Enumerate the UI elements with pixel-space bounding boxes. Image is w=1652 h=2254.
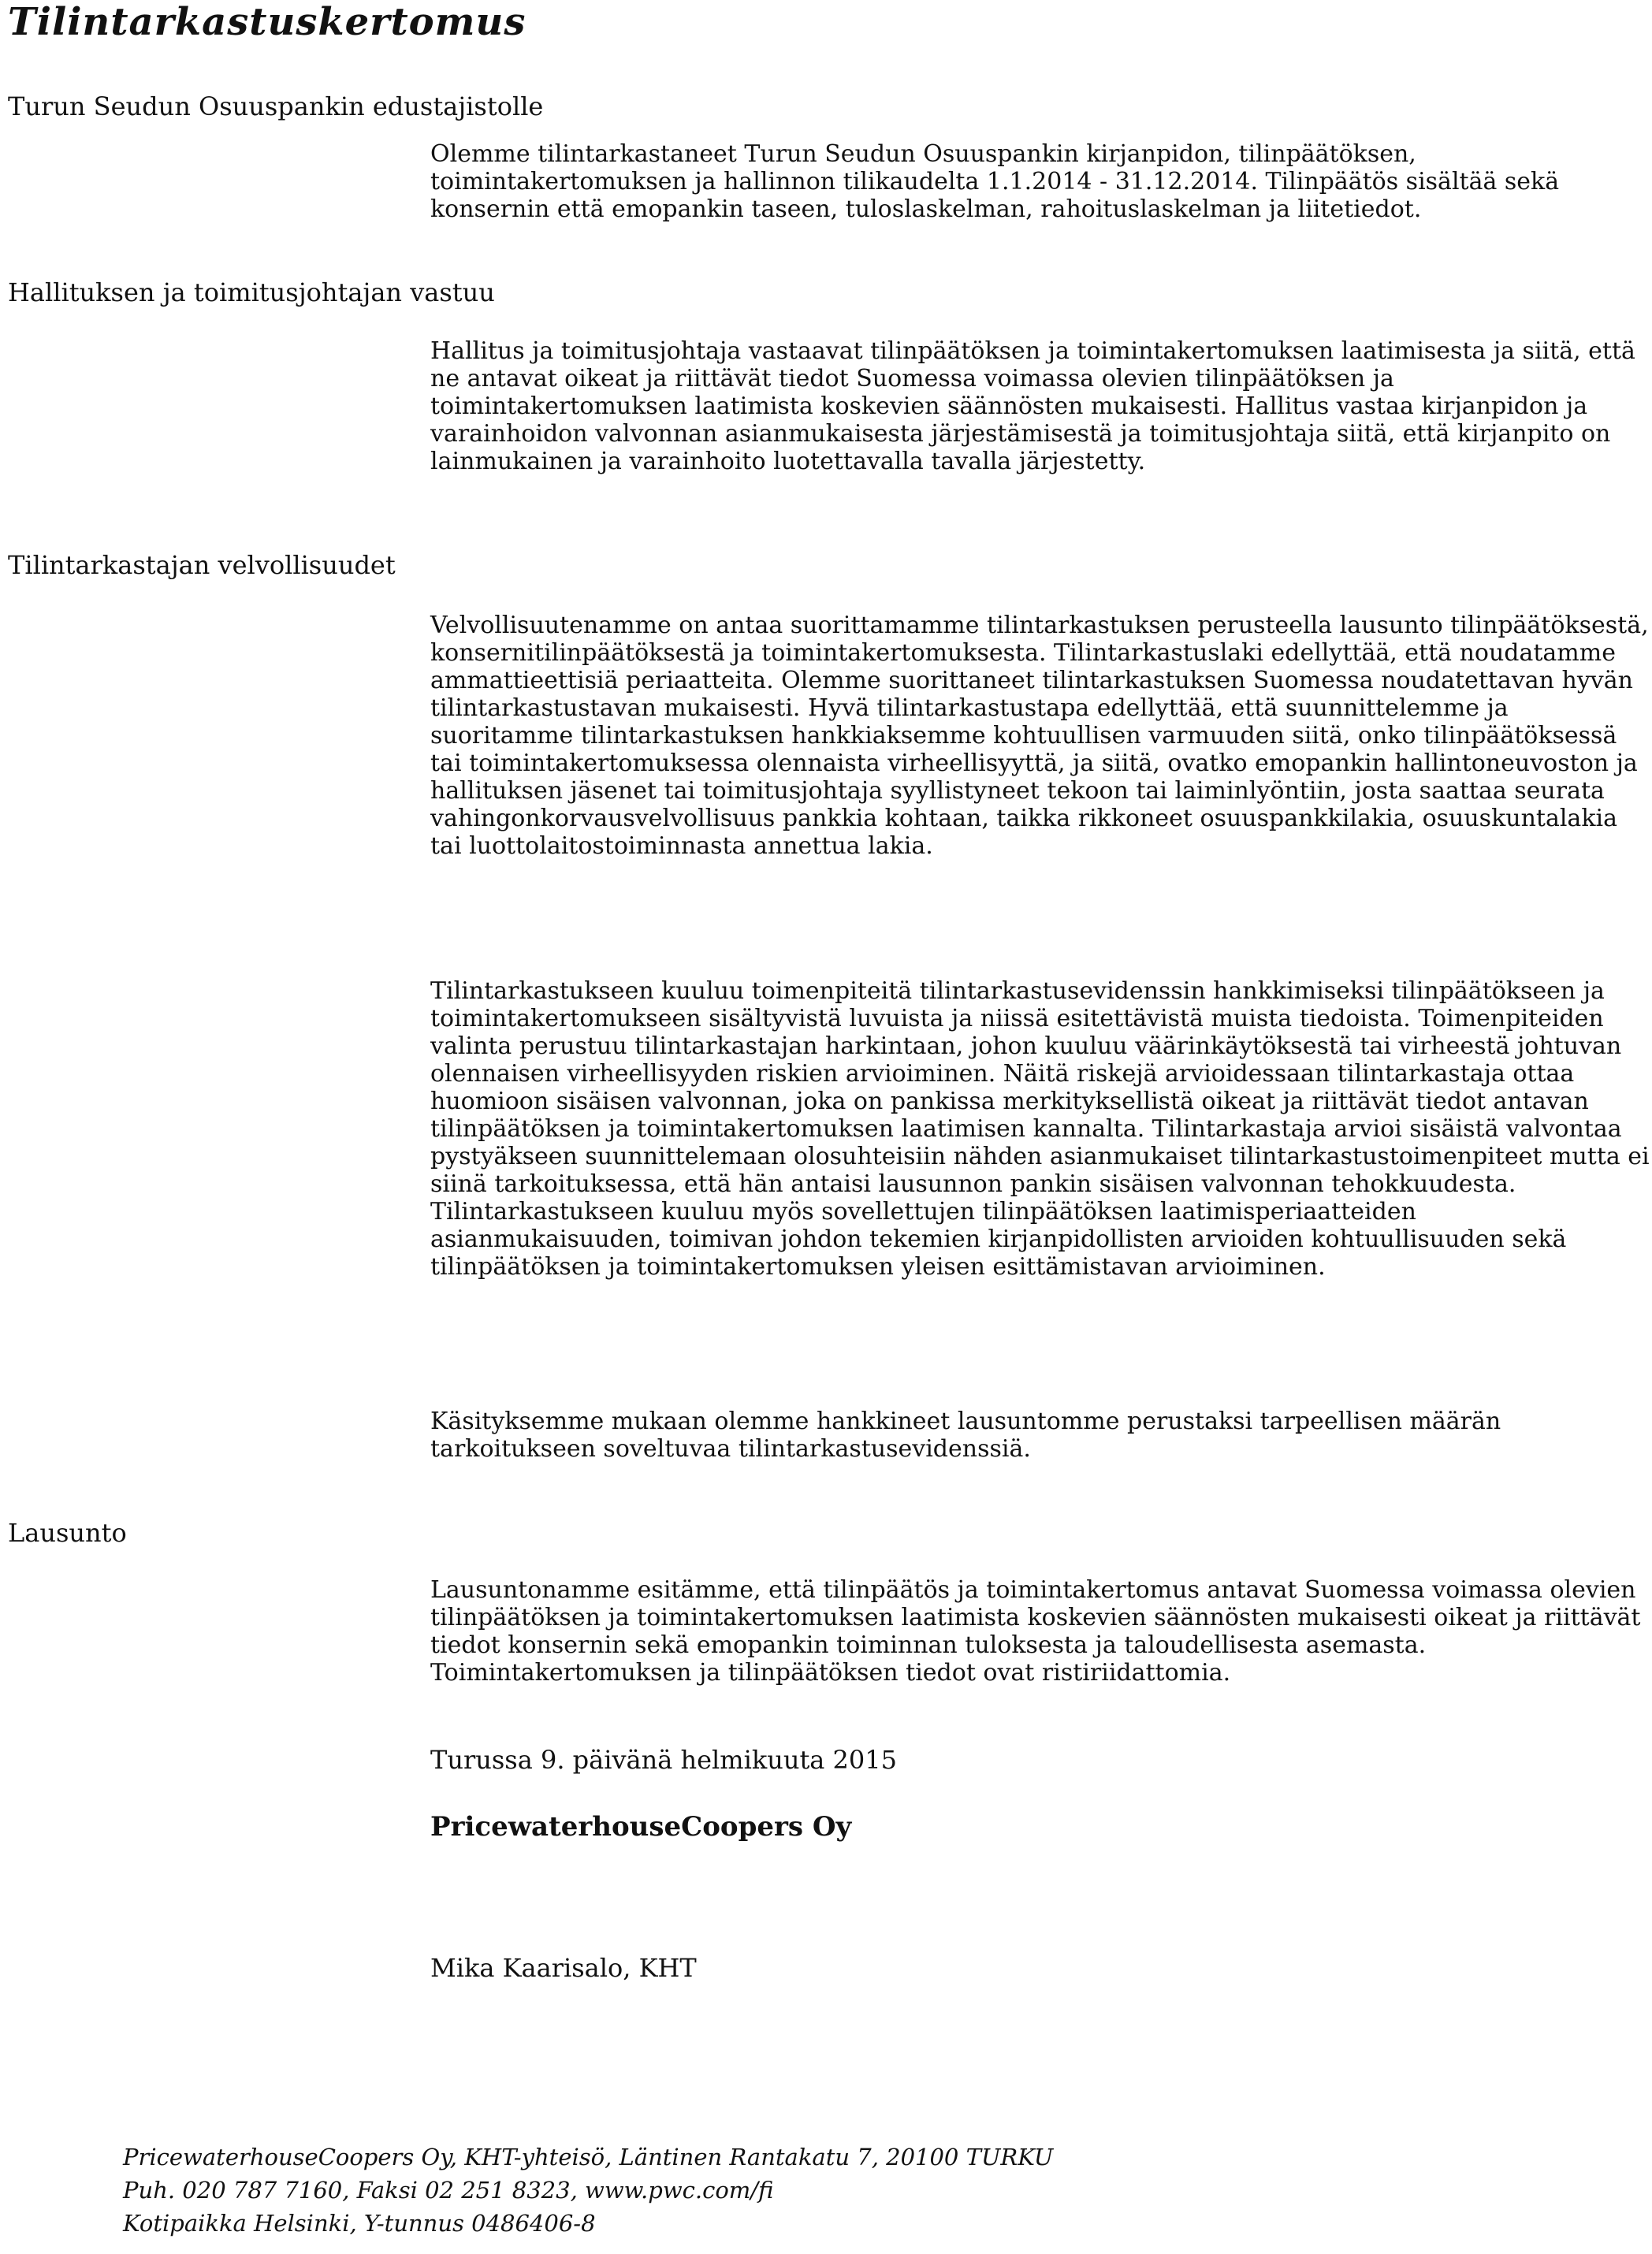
footer-phone: Puh. 020 787 7160, Faksi 02 251 8323, www.pwc.com/fi: [123, 2177, 774, 2204]
footer-address: PricewaterhouseCoopers Oy, KHT-yhteisö, Läntinen Rantakatu 7, 20100 TURKU: [123, 2144, 1054, 2170]
heading-opinion: Lausunto: [8, 1518, 127, 1548]
heading-duties: Tilintarkastajan velvollisuudet: [8, 550, 396, 580]
opinion-paragraph: Lausuntonamme esitämme, että tilinpäätös ja toimintakertomus antavat Suomessa voimassa olevien tilinpäätöksen ja toimintakertomuksen laatimista koskevien säännösten mukaisesti oikeat ja riittävät tiedot konsernin sekä emopankin toiminnan tuloksesta ja taloudellisesta asemasta. Toimintakertomuksen ja tilinpäätöksen tiedot ovat ristiriidattomia.: [430, 1576, 1641, 1687]
duties-paragraph-3: Käsityksemme mukaan olemme hankkineet lausuntomme perustaksi tarpeellisen määrän tarkoitukseen soveltuvaa tilintarkastusevidenssiä.: [430, 1408, 1501, 1463]
responsibility-paragraph: Hallitus ja toimitusjohtaja vastaavat tilinpäätöksen ja toimintakertomuksen laatimisesta ja siitä, että ne antavat oikeat ja riittävät tiedot Suomessa voimassa olevien tilinpäätöksen ja toimintakertomuksen laatimista koskevien säännösten mukaisesti. Hallitus vastaa kirjanpidon ja varainhoidon valvonnan asianmukaisesta järjestämisestä ja toimitusjohtaja siitä, että kirjanpito on lainmukainen ja varainhoito luotettavalla tavalla järjestetty.: [430, 337, 1635, 475]
signatory-name: Mika Kaarisalo, KHT: [430, 1953, 697, 1983]
addressee: Turun Seudun Osuuspankin edustajistolle: [8, 91, 544, 121]
intro-paragraph: Olemme tilintarkastaneet Turun Seudun Osuuspankin kirjanpidon, tilinpäätöksen, toimintakertomuksen ja hallinnon tilikaudelta 1.1.2014 - 31.12.2014. Tilinpäätös sisältää sekä konsernin että emopankin taseen, tuloslaskelman, rahoituslaskelman ja liitetiedot.: [430, 140, 1560, 223]
heading-responsibility: Hallituksen ja toimitusjohtajan vastuu: [8, 277, 495, 307]
duties-paragraph-2: Tilintarkastukseen kuuluu toimenpiteitä tilintarkastusevidenssin hankkimiseksi tilinpäätökseen ja toimintakertomukseen sisältyvistä luvuista ja niissä esitettävistä muista tiedoista. Toimenpiteiden valinta perustuu tilintarkastajan harkintaan, johon kuuluu väärinkäytöksestä tai virheestä johtuvan olennaisen virheellisyyden riskien arvioiminen. Näitä riskejä arvioidessaan tilintarkastaja ottaa huomioon sisäisen valvonnan, joka on pankissa merkityksellistä oikeat ja riittävät tiedot antavan tilinpäätöksen ja toimintakertomuksen laatimisen kannalta. Tilintarkastaja arvioi sisäistä valvontaa pystyäkseen suunnittelemaan olosuhteisiin nähden asianmukaiset tilintarkastustoimenpiteet mutta ei siinä tarkoituksessa, että hän antaisi lausunnon pankin sisäisen valvonnan tehokkuudesta. Tilintarkastukseen kuuluu myös sovellettujen tilinpäätöksen laatimisperiaatteiden asianmukaisuuden, toimivan johdon tekemien kirjanpidollisten arvioiden kohtuullisuuden sekä tilinpäätöksen ja toimintakertomuksen yleisen esittämistavan arvioiminen.: [430, 977, 1650, 1281]
document-title: Tilintarkastuskertomus: [8, 0, 526, 44]
footer-registration: Kotipaikka Helsinki, Y-tunnus 0486406-8: [123, 2210, 596, 2237]
duties-paragraph-1: Velvollisuutenamme on antaa suorittamamme tilintarkastuksen perusteella lausunto tilinpäätöksestä, konsernitilinpäätöksestä ja toimintakertomuksesta. Tilintarkastuslaki edellyttää, että noudatamme ammattieettisiä periaatteita. Olemme suorittaneet tilintarkastuksen Suomessa noudatettavan hyvän tilintarkastustavan mukaisesti. Hyvä tilintarkastustapa edellyttää, että suunnittelemme ja suoritamme tilintarkastuksen hankkiaksemme kohtuullisen varmuuden siitä, onko tilinpäätöksessä tai toimintakertomuksessa olennaista virheellisyyttä, ja siitä, ovatko emopankin hallintoneuvoston ja hallituksen jäsenet tai toimitusjohtaja syyllistyneet tekoon tai laiminlyöntiin, josta saattaa seurata vahingonkorvausvelvollisuus pankkia kohtaan, taikka rikkoneet osuuspankkilakia, osuuskuntalakia tai luottolaitostoiminnasta annettua lakia.: [430, 612, 1649, 860]
place-date: Turussa 9. päivänä helmikuuta 2015: [430, 1745, 897, 1775]
footer-contact: [123, 2141, 1053, 2240]
audit-firm-name: PricewaterhouseCoopers Oy: [430, 1811, 852, 1843]
